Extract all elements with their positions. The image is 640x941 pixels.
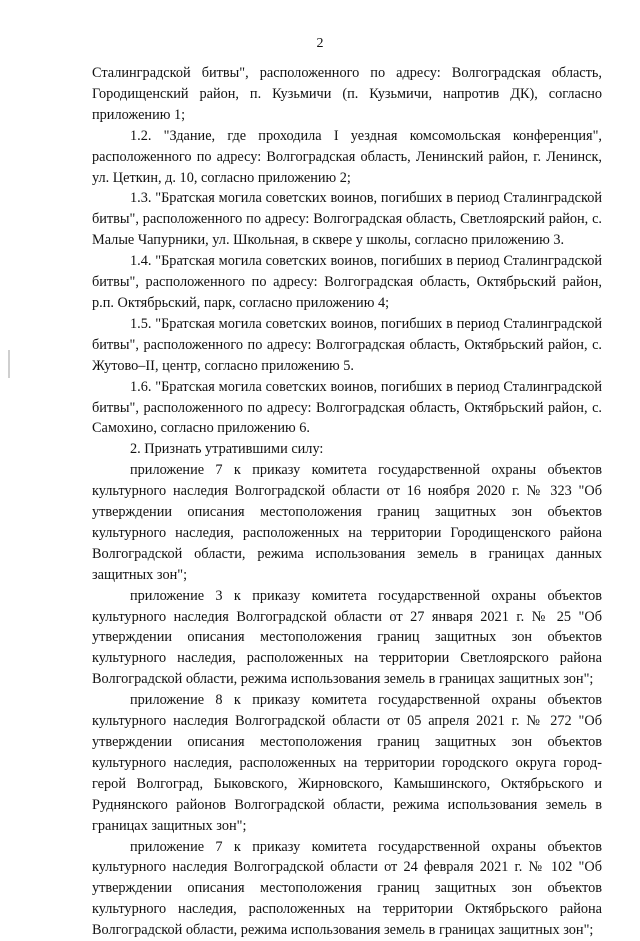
- paragraph-item-2: 2. Признать утратившими силу:: [130, 441, 324, 458]
- page-number: 2: [316, 36, 324, 51]
- paragraph-item-1-6: 1.6. "Братская могила советских воинов, погибших в период Сталинградской битвы", расположенного по адресу: Волгоградская область, Октябрьский район, с. Самохино, согласно приложению 6.: [92, 378, 602, 437]
- paragraph-item-1-3: 1.3. "Братская могила советских воинов, погибших в период Сталинградской битвы", расположенного по адресу: Волгоградская область, Светлоярский район, с. Малые Чапурники, ул. Школьная, в сквере у школы, согласно приложению 3.: [92, 190, 602, 249]
- paragraph-repealed-4: приложение 7 к приказу комитета государственной охраны объектов культурного наследия Волгоградской области от 24 февраля 2021 г. № 102 "Об утверждении описания местоположения границ защитных зон объектов культурного наследия, расположенных на территории Октябрьского района Волгоградской области, режима использования земель в границах защитных зон";: [92, 838, 602, 939]
- paragraph-item-1-5: 1.5. "Братская могила советских воинов, погибших в период Сталинградской битвы", расположенного по адресу: Волгоградская область, Октябрьский район, с. Жутово–II, центр, согласно приложению 5.: [92, 315, 602, 374]
- paragraph-repealed-2: приложение 3 к приказу комитета государственной охраны объектов культурного наследия Волгоградской области от 27 января 2021 г. № 25 "Об утверждении описания местоположения границ защитных зон объектов культурного наследия, расположенных на территории Светлоярского района Волгоградской области, режима использования земель в границах защитных зон";: [92, 587, 602, 688]
- paragraph-repealed-3: приложение 8 к приказу комитета государственной охраны объектов культурного наследия Волгоградской области от 05 апреля 2021 г. № 272 "Об утверждении описания местоположения границ защитных зон объектов культурного наследия, расположенных на территории городского округа город-герой Волгоград, Быковского, Жирновского, Камышинского, Октябрьского и Руднянского районов Волгоградской области, режима использования земель в границах защитных зон";: [92, 692, 602, 834]
- document-body: [92, 63, 602, 941]
- paragraph-item-1-4: 1.4. "Братская могила советских воинов, погибших в период Сталинградской битвы", расположенного по адресу: Волгоградская область, Октябрьский район, р.п. Октябрьский, парк, согласно приложению 4;: [92, 253, 602, 311]
- paragraph-repealed-1: приложение 7 к приказу комитета государственной охраны объектов культурного наследия Волгоградской области от 16 ноября 2020 г. № 323 "Об утверждении описания местоположения границ защитных зон объектов культурного наследия, расположенных на территории Городищенского района Волгоградской области, режима использования земель в границах данных защитных зон";: [92, 462, 602, 583]
- paragraph-continuation: Сталинградской битвы", расположенного по адресу: Волгоградская область, Городищенский район, п. Кузьмичи (п. Кузьмичи, напротив ДК), согласно приложению 1;: [92, 65, 602, 123]
- margin-scan-mark: [8, 350, 10, 378]
- paragraph-item-1-2: 1.2. "Здание, где проходила I уездная комсомольская конференция", расположенного по адресу: Волгоградская область, Ленинский район, г. Ленинск, ул. Цеткин, д. 10, согласно приложению 2;: [92, 127, 602, 186]
